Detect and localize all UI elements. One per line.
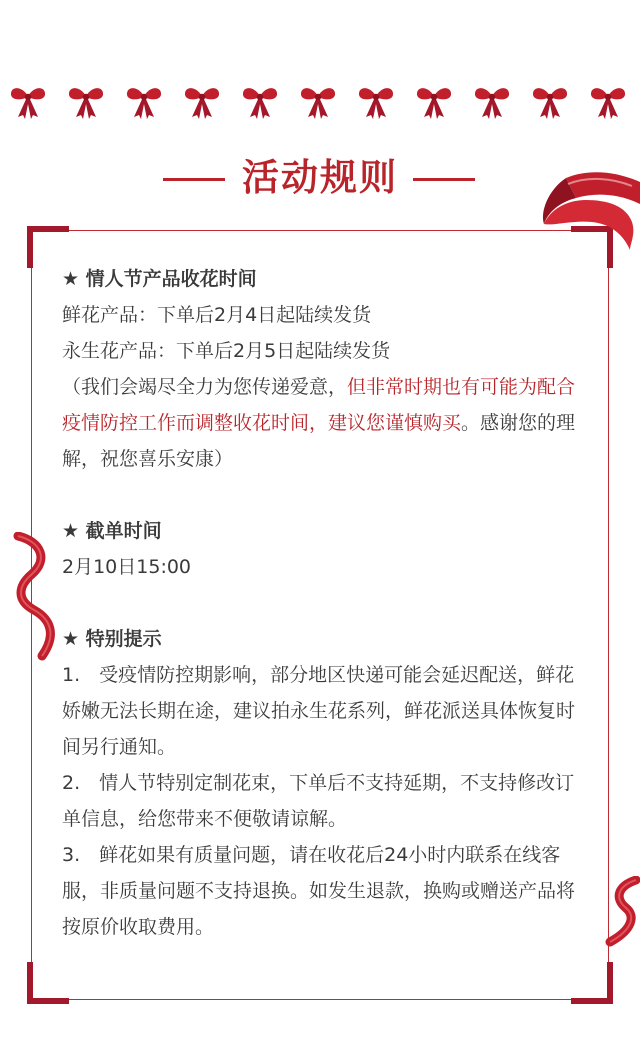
ribbon-top-right-icon <box>538 166 640 262</box>
title-line-right <box>413 178 475 181</box>
tips-item-3: 3. 鲜花如果有质量问题，请在收花后24小时内联系在线客服，非质量问题不支持退换。如发生退款，换购或赠送产品将按原价收取费用。 <box>62 844 576 938</box>
bow-icon <box>588 84 628 120</box>
rules-content <box>62 261 582 945</box>
receive-note <box>62 369 582 477</box>
spacer <box>62 477 582 513</box>
bow-icon <box>472 84 512 120</box>
ribbon-left-icon <box>12 532 64 662</box>
receive-note-end: 。感谢您的理解，祝您喜乐安康） <box>62 412 576 470</box>
bow-icon <box>66 84 106 120</box>
bow-icon <box>530 84 570 120</box>
spacer <box>62 585 582 621</box>
tips-heading: ★ 特别提示 <box>62 628 162 650</box>
cutoff-time: 2月10日15:00 <box>62 556 192 578</box>
ribbon-bottom-right-icon <box>596 876 640 948</box>
bow-icon <box>182 84 222 120</box>
bow-icon <box>8 84 48 120</box>
title-line-left <box>163 178 225 181</box>
receive-note-highlight: 但非常时期也有可能为配合疫情防控工作而调整收花时间，建议您谨慎购买 <box>62 376 576 434</box>
receive-note-start: （我们会竭尽全力为您传递爱意， <box>62 376 348 398</box>
receive-heading: ★ 情人节产品收花时间 <box>62 268 257 290</box>
bow-icon <box>356 84 396 120</box>
page-title: 活动规则 <box>242 156 398 199</box>
receive-line-preserved: 永生花产品：下单后2月5日起陆续发货 <box>62 340 391 362</box>
cutoff-heading: ★ 截单时间 <box>62 520 162 542</box>
bow-icon <box>124 84 164 120</box>
tips-item-1: 1. 受疫情防控期影响，部分地区快递可能会延迟配送，鲜花娇嫩无法长期在途，建议拍永生花系列，鲜花派送具体恢复时间另行通知。 <box>62 664 576 758</box>
bow-icon <box>240 84 280 120</box>
bow-icon <box>298 84 338 120</box>
bow-decoration-row <box>8 84 638 120</box>
bow-icon <box>414 84 454 120</box>
receive-line-fresh: 鲜花产品：下单后2月4日起陆续发货 <box>62 304 372 326</box>
tips-item-2: 2. 情人节特别定制花束，下单后不支持延期，不支持修改订单信息，给您带来不便敬请谅解。 <box>62 772 575 830</box>
corner-bottom-right <box>571 962 613 1004</box>
corner-bottom-left <box>27 962 69 1004</box>
